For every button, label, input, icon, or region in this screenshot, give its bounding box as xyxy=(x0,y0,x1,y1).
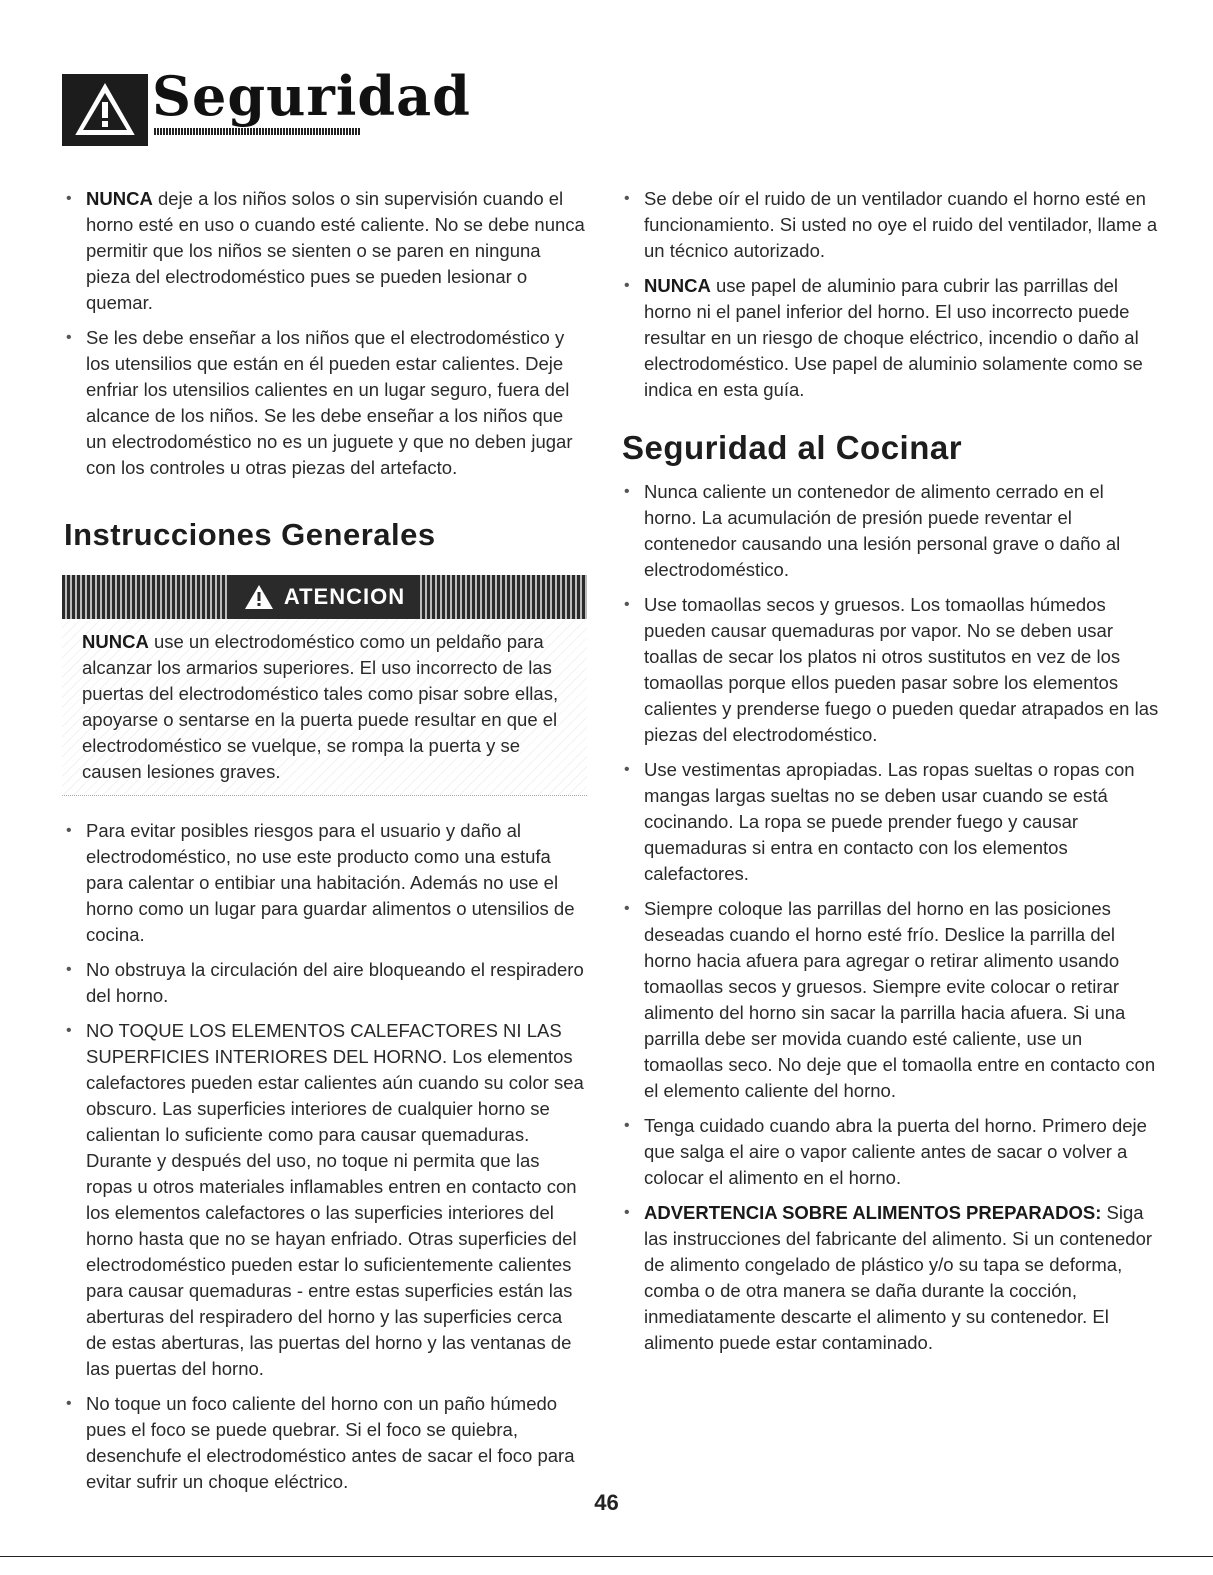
caution-text xyxy=(62,619,587,796)
bottom-divider xyxy=(0,1556,1213,1557)
item-lead: ADVERTENCIA SOBRE ALIMENTOS PREPARADOS: xyxy=(644,1202,1102,1223)
item-text: Siempre coloque las parrillas del horno en las posiciones deseadas cuando el horno esté frío. Deslice la parrilla del horno hacia afuera para agregar o retirar alimento usando tomaollas secos y gruesos. Siempre evite colocar o retirar alimento del horno sin sacar la parrilla hacia afuera. Si una parrilla debe ser movida cuando esté caliente, use un tomaollas seco. No deje que el tomaolla entre en contacto con el elemento caliente del horno. xyxy=(644,898,1156,1101)
caution-lead: NUNCA xyxy=(82,631,149,652)
list-item xyxy=(62,1018,587,1382)
item-lead: NUNCA xyxy=(644,275,711,296)
item-text: deje a los niños solos o sin supervisión cuando el horno esté en uso o cuando esté caliente. No se debe nunca permitir que los niños se sienten o se paren en ninguna pieza del electrodoméstico pues se pueden lesionar o quemar. xyxy=(86,188,585,313)
item-text: Nunca caliente un contenedor de alimento cerrado en el horno. La acumulación de presión puede reventar el contenedor causando una lesión personal grave o daño al electrodoméstico. xyxy=(644,481,1121,580)
list-item xyxy=(620,757,1160,887)
bullet-icon: • xyxy=(624,596,630,613)
warning-triangle-icon xyxy=(74,82,136,138)
list-item xyxy=(620,273,1160,403)
bullet-icon: • xyxy=(66,961,72,978)
item-text: Para evitar posibles riesgos para el usuario y daño al electrodoméstico, no use este producto como una estufa para calentar o entibiar una habitación. Además no use el horno como un lugar para guardar alimentos o utensilios de cocina. xyxy=(86,820,575,945)
item-text: Tenga cuidado cuando abra la puerta del horno. Primero deje que salga el aire o vapor caliente antes de sacar o volver a colocar el alimento en el horno. xyxy=(644,1115,1147,1188)
list-item xyxy=(620,592,1160,748)
list-item xyxy=(620,1113,1160,1191)
page-header xyxy=(62,58,471,158)
section-heading-cooking: Seguridad al Cocinar xyxy=(622,429,963,466)
item-text: Se debe oír el ruido de un ventilador cuando el horno esté en funcionamiento. Si usted no oye el ruido del ventilador, llame a un técnico autorizado. xyxy=(644,188,1158,261)
list-item xyxy=(62,1391,587,1495)
list-item xyxy=(620,186,1160,264)
item-text: Siga las instrucciones del fabricante del alimento. Si un contenedor de alimento congelado de plástico y/o su tapa se deforma, comba o de otra manera se daña durante la cocción, inmediatamente descarte el alimento y su contenedor. El alimento puede estar contaminado. xyxy=(644,1202,1153,1353)
section-heading-general: Instrucciones Generales xyxy=(64,517,436,552)
bullet-icon: • xyxy=(66,329,72,346)
item-text: NO TOQUE LOS ELEMENTOS CALEFACTORES NI LAS SUPERFICIES INTERIORES DEL HORNO. Los elementos calefactores pueden estar calientes aún cuando su color sea obscuro. Las superficies interiores de cualquier horno se calientan lo suficiente como para causar quemaduras. Durante y después del uso, no toque ni permita que las ropas u otros materiales inflamables entren en contacto con los elementos calefactores o las superficies interiores del horno hasta que no se hayan enfriado. Otras superficies del electrodoméstico pueden estar lo suficientemente calientes para causar quemaduras - entre estas superficies están las aberturas del respiradero del horno y las superficies cerca de estas aberturas, las puertas del horno y las ventanas de las puertas del horno. xyxy=(86,1020,584,1379)
right-column xyxy=(620,186,1160,1365)
warning-badge xyxy=(62,74,148,146)
bullet-icon: • xyxy=(66,822,72,839)
bullet-icon: • xyxy=(66,190,72,207)
page-number: 46 xyxy=(594,1490,619,1515)
caution-title: ATENCION xyxy=(283,584,406,609)
left-bottom-list xyxy=(62,818,587,1495)
list-item xyxy=(620,1200,1160,1356)
item-text: Use vestimentas apropiadas. Las ropas sueltas o ropas con mangas largas sueltas no se deben usar cuando se está cocinando. La ropa se puede prender fuego y causar quemaduras si entra en contacto con los elementos calefactores. xyxy=(644,759,1135,884)
list-item xyxy=(62,186,587,316)
right-top-list xyxy=(620,186,1160,403)
bullet-icon: • xyxy=(624,190,630,207)
list-item xyxy=(620,479,1160,583)
bullet-icon: • xyxy=(624,277,630,294)
bullet-icon: • xyxy=(624,483,630,500)
bullet-icon: • xyxy=(624,761,630,778)
item-text: No obstruya la circulación del aire bloqueando el respiradero del horno. xyxy=(86,959,584,1006)
item-text: No toque un foco caliente del horno con un paño húmedo pues el foco se puede quebrar. Si el foco se quiebra, desenchufe el electrodoméstico antes de sacar el foco para evitar sufrir un choque eléctrico. xyxy=(86,1393,575,1492)
list-item xyxy=(62,957,587,1009)
caution-box xyxy=(62,575,587,796)
bullet-icon: • xyxy=(624,1204,630,1221)
bullet-icon: • xyxy=(66,1395,72,1412)
left-top-list xyxy=(62,186,587,481)
cooking-list xyxy=(620,479,1160,1356)
title-underline xyxy=(154,128,360,135)
list-item xyxy=(62,818,587,948)
page-title: Seguridad xyxy=(152,64,471,128)
caution-banner-inner xyxy=(230,575,419,619)
list-item xyxy=(620,896,1160,1104)
warning-triangle-icon xyxy=(244,584,274,610)
list-item xyxy=(62,325,587,481)
bullet-icon: • xyxy=(66,1022,72,1039)
item-text: use papel de aluminio para cubrir las parrillas del horno ni el panel inferior del horno. El uso incorrecto puede resultar en un riesgo de choque eléctrico, incendio o daño al electrodoméstico. Use papel de aluminio solamente como se indica en esta guía. xyxy=(644,275,1143,400)
caution-body: use un electrodoméstico como un peldaño para alcanzar los armarios superiores. El uso incorrecto de las puertas del electrodoméstico tales como pisar sobre ellas, apoyarse o sentarse en la puerta puede resultar en que el electrodoméstico se vuelque, se rompa la puerta y se causen lesiones graves. xyxy=(82,631,559,782)
item-lead: NUNCA xyxy=(86,188,153,209)
caution-banner xyxy=(62,575,587,619)
left-column xyxy=(62,186,587,1504)
item-text: Use tomaollas secos y gruesos. Los tomaollas húmedos pueden causar quemaduras por vapor. No se deben usar toallas de secar los platos ni otros sustitutos en vez de los tomaollas porque ellos pueden pasar sobre los elementos calientes y prenderse fuego o pueden quedar atrapados en las piezas del electrodoméstico. xyxy=(644,594,1159,745)
bullet-icon: • xyxy=(624,900,630,917)
bullet-icon: • xyxy=(624,1117,630,1134)
item-text: Se les debe enseñar a los niños que el electrodoméstico y los utensilios que están en él pueden estar calientes. Deje enfriar los utensilios calientes en un lugar seguro, fuera del alcance de los niños. Se les debe enseñar a los niños que un electrodoméstico no es un juguete y que no deben jugar con los controles u otras piezas del artefacto. xyxy=(86,327,573,478)
